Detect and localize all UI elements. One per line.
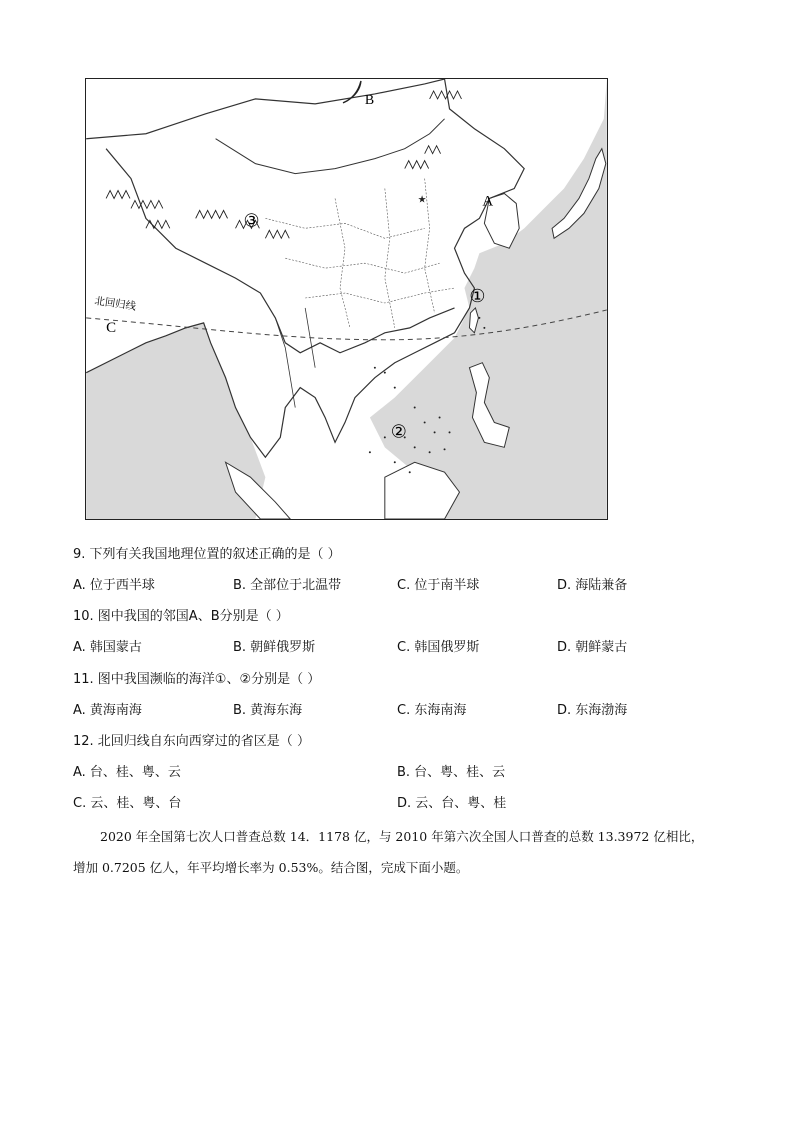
map-drawing [86, 79, 607, 519]
mountain-symbols [106, 91, 461, 238]
label-b: B [364, 92, 375, 108]
intro-paragraph-line-1: 2020 年全国第七次人口普查总数 14．1178 亿，与 2010 年第六次全国人口普查的总数 13.3972 亿相比， [100, 829, 704, 844]
china-border [106, 149, 454, 353]
question-10-option-d[interactable]: D. 朝鲜蒙古 [557, 640, 628, 655]
question-10-stem: 10. 图中我国的邻国A、B分别是（ ） [73, 609, 289, 624]
crescent-marker [343, 81, 361, 103]
question-12-stem: 12. 北回归线自东向西穿过的省区是（ ） [73, 734, 310, 749]
label-tropic: 北回归线 [93, 295, 137, 313]
question-10-option-c[interactable]: C. 韩国俄罗斯 [397, 640, 480, 655]
label-region-3: ③ [243, 210, 260, 232]
river-lines [275, 308, 315, 408]
question-12-option-a[interactable]: A. 台、桂、粤、云 [73, 765, 181, 780]
question-10-option-a[interactable]: A. 韩国蒙古 [73, 640, 142, 655]
question-11-option-a[interactable]: A. 黄海南海 [73, 703, 142, 718]
question-11-stem: 11. 图中我国濒临的海洋①、②分别是（ ） [73, 672, 321, 687]
question-11-option-b[interactable]: B. 黄海东海 [233, 703, 303, 718]
question-9-option-a[interactable]: A. 位于西半球 [73, 578, 155, 593]
sea-east [370, 79, 607, 519]
question-12-option-c[interactable]: C. 云、桂、粤、台 [73, 796, 182, 811]
question-10-option-b[interactable]: B. 朝鲜俄罗斯 [233, 640, 316, 655]
question-12-option-b[interactable]: B. 台、粤、桂、云 [397, 765, 506, 780]
question-9-stem: 9. 下列有关我国地理位置的叙述正确的是（ ） [73, 547, 341, 562]
question-9-option-b[interactable]: B. 全部位于北温带 [233, 578, 342, 593]
label-c: C [106, 319, 117, 336]
intro-paragraph-line-2: 增加 0.7205 亿人，年平均增长率为 0.53%。结合图，完成下面小题。 [73, 860, 469, 875]
question-12-option-d[interactable]: D. 云、台、粤、桂 [397, 796, 507, 811]
label-sea-1: ① [469, 285, 486, 307]
question-9-option-c[interactable]: C. 位于南半球 [397, 578, 480, 593]
question-11-option-d[interactable]: D. 东海渤海 [557, 703, 628, 718]
capital-star: ★ [417, 194, 427, 206]
question-11-option-c[interactable]: C. 东海南海 [397, 703, 467, 718]
mongolia-border [216, 119, 445, 174]
question-9-option-d[interactable]: D. 海陆兼备 [557, 578, 628, 593]
china-neighbors-map [85, 78, 608, 520]
label-a: A [482, 193, 494, 210]
label-sea-2: ② [390, 421, 407, 443]
